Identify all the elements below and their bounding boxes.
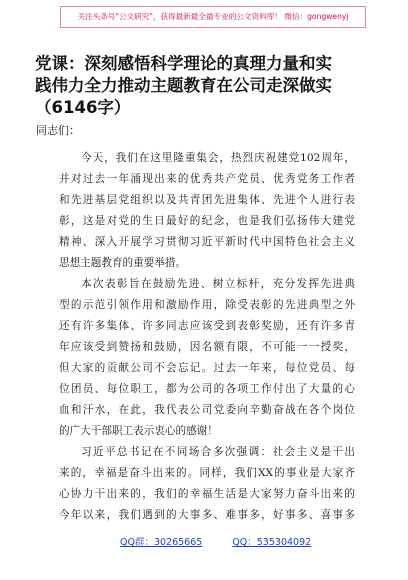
body-line: 习近平总书记在不同场合多次强调：社会主义是干出 [81,446,355,458]
body-line: 本次表彰旨在鼓励先进、树立标杆，充分发挥先进典 [81,278,355,290]
body-line: 彰，这是对党的生日最好的纪念，也是我们弘扬伟大建党 [59,215,355,227]
document-body [59,148,355,526]
body-line: 精神、深入开展学习贯彻习近平新时代中国特色社会主义 [59,236,355,248]
body-line: 心协力干出来的，我们的幸福生活是大家努力奋斗出来的 [59,488,355,500]
body-line: 型的示范引领作用和激励作用，除受表彰的先进典型之外 [59,299,355,311]
paragraph [59,148,355,274]
header-banner: 关注头条号"公文研究"，获得最新最全最专业的公文资料库！ 微信：gongwenyj [60,6,366,28]
salutation: 同志们： [36,124,80,137]
body-line: 血和汗水，在此，我代表公司党委向辛勤奋战在各个岗位 [59,404,355,416]
body-line: 的广大干部职工表示衷心的感谢！ [59,425,218,437]
title-line: 践伟力全力推动主题教育在公司走深做实 [35,76,332,95]
body-line: 但大家的贡献公司不会忘记。过去一年来，每位党员、每 [59,362,355,374]
footer-contact [120,536,320,550]
qq-group-link[interactable]: QQ群：30265665 [120,537,203,548]
body-line: 年应该受到赞扬和鼓励，因名额有限，不可能一一授奖， [59,341,355,353]
body-line: 今年以来，我们遇到的大事多、难事多，好事多、喜事多 [59,509,355,521]
body-line: 来的，幸福是奋斗出来的。同样，我们XX的事业是大家齐 [59,467,355,479]
body-line: 今天，我们在这里隆重集会，热烈庆祝建党102周年， [81,152,355,164]
body-line: 并对过去一年涌现出来的优秀共产党员、优秀党务工作者 [59,173,355,185]
body-line: 还有许多集体、许多同志应该受到表彰奖励，还有许多青 [59,320,355,332]
body-line: 位团员、每位职工，都为公司的各项工作付出了大量的心 [59,383,355,395]
body-line: 思想主题教育的重要举措。 [59,257,187,269]
body-line: 和先进基层党组织以及共青团先进集体、先进个人进行表 [59,194,355,206]
title-line: （6146字） [35,98,131,117]
document-title [35,53,385,119]
title-line: 党课：深刻感悟科学理论的真理力量和实 [35,54,332,73]
qq-link[interactable]: QQ：535304092 [232,537,312,548]
paragraph [59,442,355,526]
paragraph [59,274,355,442]
